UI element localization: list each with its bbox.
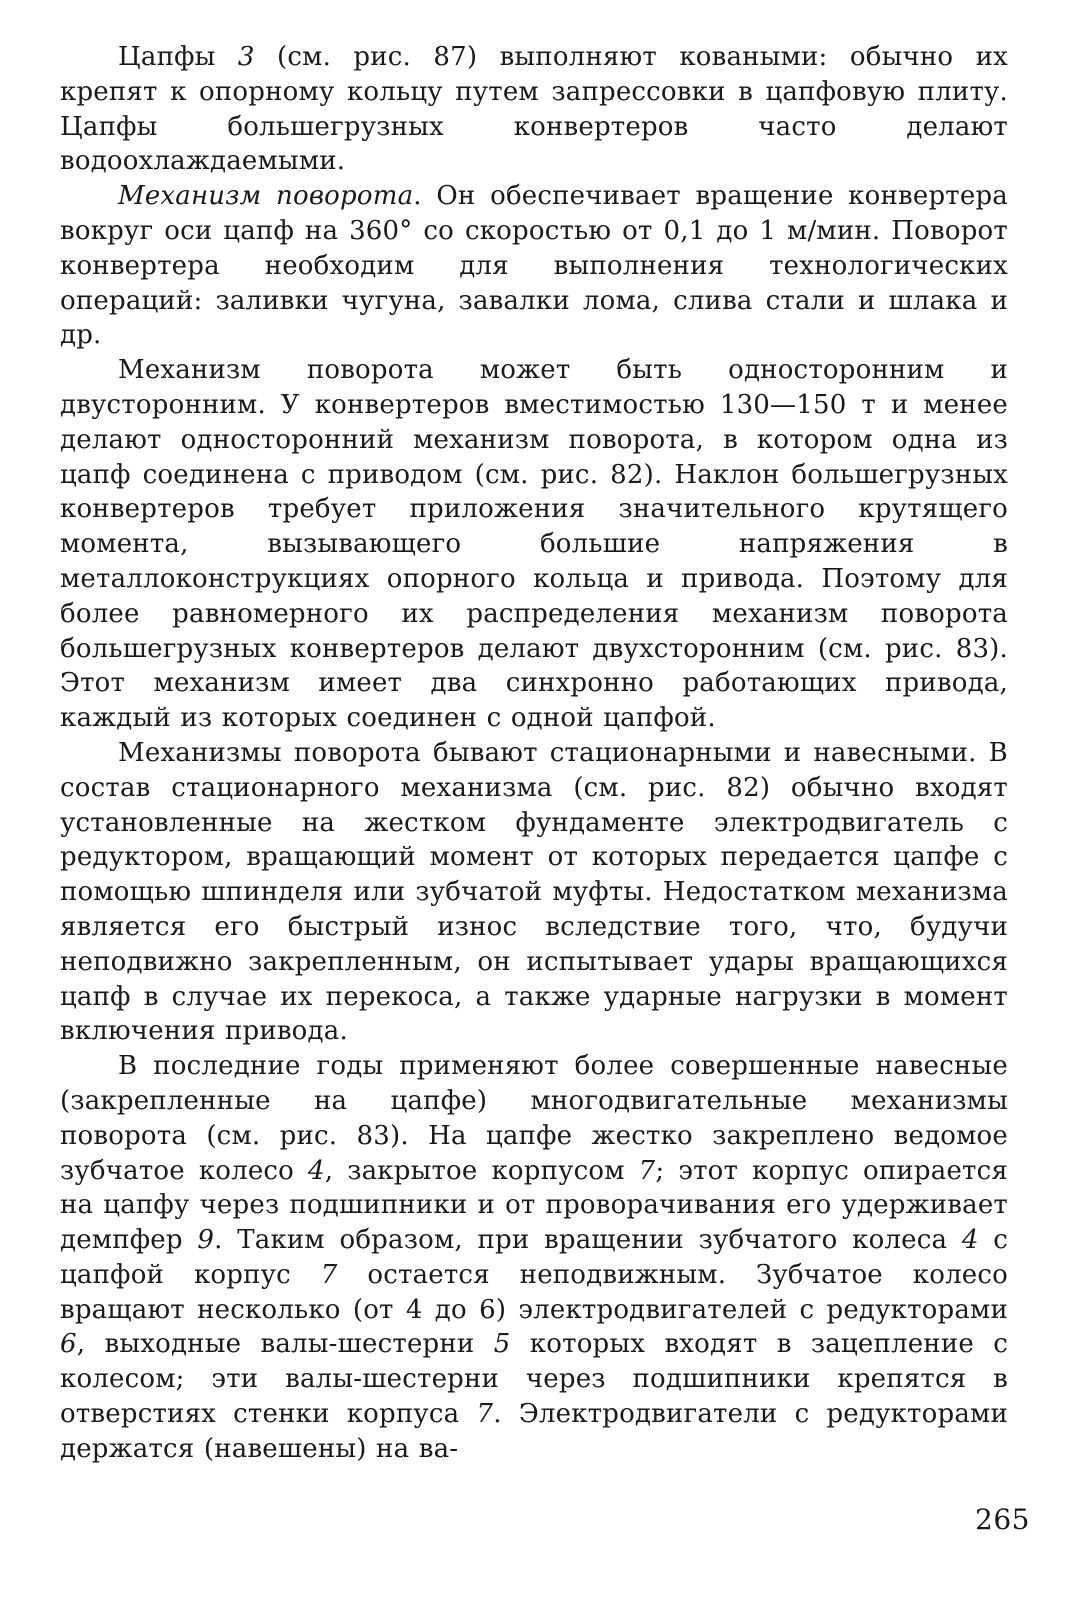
text-segment: В последние годы применяют более совершенные навесные (закрепленные на цапфе) многодвигательные механизмы поворота (см. рис. 83). На цапфе жестко закреплено ведомое зубчатое колесо: [60, 1051, 1008, 1186]
text-segment: остается неподвижным. Зубчатое колесо вращают несколько (от 4 до 6) электродвигателей с редукторами: [60, 1259, 1008, 1325]
italic-text-segment: 7: [476, 1399, 494, 1430]
italic-text-segment: 7: [638, 1155, 656, 1186]
text-segment: которых входят в зацепление с колесом; эти валы-шестерни через подшипники крепятся в отверстиях стенки корпуса: [60, 1329, 1009, 1430]
body-text: [60, 40, 1008, 1467]
paragraph: [60, 40, 1008, 179]
italic-text-segment: 4: [961, 1225, 979, 1256]
text-segment: Механизмы поворота бывают стационарными и навесными. В состав стационарного механизма (см. рис. 82) обычно входят установленные на жестком фундаменте электродвигатель с редуктором, вращающий момент от которых передается цапфе с помощью шпинделя или зубчатой муфты. Недостатком механизма является его быстрый износ вследствие того, что, будучи неподвижно закрепленным, он испытывает удары вращающихся цапф в случае их перекоса, а также ударные нагрузки в момент включения привода.: [60, 737, 1008, 1047]
italic-text-segment: 3: [237, 42, 255, 72]
paragraph: [60, 1049, 1008, 1467]
paragraph: [60, 353, 1008, 736]
italic-text-segment: Механизм поворота: [118, 181, 414, 212]
text-segment: , выходные валы-шестерни: [76, 1329, 494, 1360]
text-segment: . Он обеспечивает вращение конвертера вокруг оси цапф на 360° со скоростью от 0,1 до 1 м/мин. Поворот конвертера необходим для выполнения технологических операций: заливки чугуна, завалки лома, слива стали и шлака и др.: [60, 181, 1008, 351]
page-number: 265: [975, 1503, 1030, 1536]
italic-text-segment: 7: [320, 1259, 338, 1290]
text-segment: с цапфой корпус: [60, 1225, 1008, 1290]
text-segment: Механизм поворота может быть односторонним и двусторонним. У конвертеров вместимостью 130—150 т и менее делают односторонний механизм поворота, в котором одна из цапф соединена с приводом (см. рис. 82). Наклон большегрузных конвертеров требует приложения значительного крутящего момента, вызывающего большие напряжения в металлоконструкциях опорного кольца и привода. Поэтому для более равномерного их распределения механизм поворота большегрузных конвертеров делают двухсторонним (см. рис. 83). Этот механизм имеет два синхронно работающих привода, каждый из которых соединен с одной цапфой.: [60, 355, 1008, 734]
text-segment: . Электродвигатели с редукторами держатся (навешены) на ва-: [60, 1399, 1008, 1464]
text-segment: Цапфы: [118, 42, 238, 72]
paragraph: [60, 179, 1008, 353]
book-page: [60, 40, 1008, 1570]
text-segment: (см. рис. 87) выполняют коваными: обычно их крепят к опорному кольцу путем запрессовки в цапфовую плиту. Цапфы большегрузных конвертеров часто делают водоохлаждаемыми.: [60, 42, 1008, 177]
paragraph: [60, 736, 1008, 1049]
text-segment: , закрытое корпусом: [324, 1155, 639, 1186]
italic-text-segment: 6: [60, 1329, 77, 1360]
text-segment: . Таким образом, при вращении зубчатого колеса: [214, 1225, 962, 1256]
italic-text-segment: 4: [308, 1155, 325, 1186]
italic-text-segment: 9: [197, 1225, 215, 1256]
text-segment: ; этот корпус опирается на цапфу через подшипники и от проворачивания его удерживает демпфер: [60, 1155, 1008, 1256]
italic-text-segment: 5: [493, 1329, 511, 1360]
